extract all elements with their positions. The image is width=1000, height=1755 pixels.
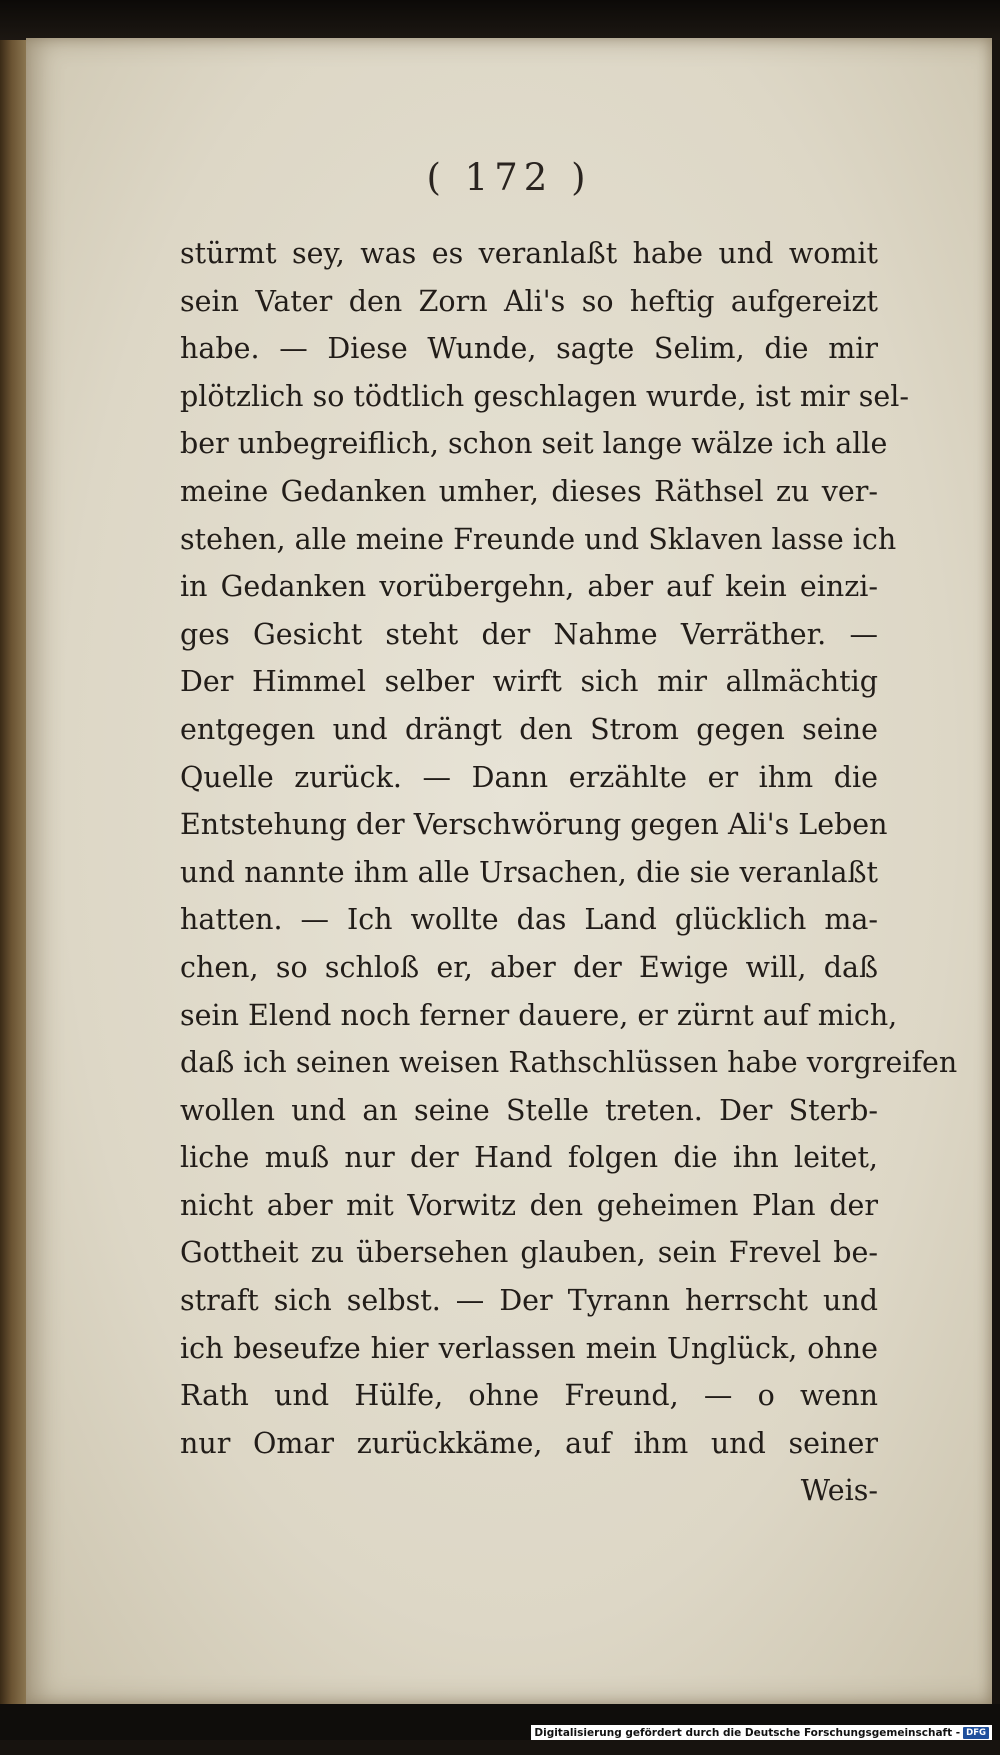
text-line: Gottheit zu übersehen glauben, sein Frevel be- bbox=[180, 1236, 878, 1270]
text-line: entgegen und drängt den Strom gegen seine bbox=[180, 712, 878, 746]
scan-top-edge bbox=[0, 0, 1000, 40]
text-line: straft sich selbst. — Der Tyrann herrscht und bbox=[180, 1284, 878, 1318]
text-line: nicht aber mit Vorwitz den geheimen Plan der bbox=[180, 1188, 878, 1222]
text-line: ges Gesicht steht der Nahme Verräther. — bbox=[180, 617, 878, 651]
text-line: meine Gedanken umher, dieses Räthsel zu ver- bbox=[180, 474, 878, 508]
text-line: stehen, alle meine Freunde und Sklaven lasse ich bbox=[180, 522, 897, 556]
text-line: Der Himmel selber wirft sich mir allmächtig bbox=[180, 665, 878, 699]
text-line: daß ich seinen weisen Rathschlüssen habe vorgreifen bbox=[180, 1046, 958, 1080]
text-line: Rath und Hülfe, ohne Freund, — o wenn bbox=[180, 1379, 878, 1413]
text-line: sein Elend noch ferner dauere, er zürnt auf mich, bbox=[180, 998, 898, 1032]
text-line: Quelle zurück. — Dann erzählte er ihm die bbox=[180, 760, 878, 794]
text-line: nur Omar zurückkäme, auf ihm und seiner bbox=[180, 1426, 878, 1460]
text-line: in Gedanken vorübergehn, aber auf kein einzi- bbox=[180, 570, 878, 604]
digitization-credit bbox=[531, 1725, 992, 1740]
text-line: chen, so schloß er, aber der Ewige will, daß bbox=[180, 950, 878, 984]
body-text bbox=[180, 230, 958, 1515]
text-line: hatten. — Ich wollte das Land glücklich ma- bbox=[180, 903, 878, 937]
dfg-logo: DFG bbox=[963, 1727, 989, 1739]
scan-bottom-edge bbox=[0, 1704, 1000, 1740]
text-line: liche muß nur der Hand folgen die ihn leitet, bbox=[180, 1141, 878, 1175]
credit-text: Digitalisierung gefördert durch die Deutsche Forschungsgemeinschaft - bbox=[534, 1726, 961, 1739]
book-page bbox=[26, 38, 992, 1704]
text-line: stürmt sey, was es veranlaßt habe und womit bbox=[180, 237, 878, 270]
page-number: ( 172 ) bbox=[426, 156, 592, 199]
text-line: sein Vater den Zorn Ali's so heftig aufgereizt bbox=[180, 284, 878, 318]
text-line: plötzlich so tödtlich geschlagen wurde, ist mir sel- bbox=[180, 379, 909, 413]
text-line: Entstehung der Verschwörung gegen Ali's Leben bbox=[180, 808, 888, 842]
text-line: ich beseufze hier verlassen mein Unglück, ohne bbox=[180, 1331, 878, 1365]
text-line: und nannte ihm alle Ursachen, die sie veranlaßt bbox=[180, 855, 878, 889]
text-line: habe. — Diese Wunde, sagte Selim, die mir bbox=[180, 332, 878, 366]
text-line: wollen und an seine Stelle treten. Der Sterb- bbox=[180, 1093, 878, 1127]
catchword: Weis- bbox=[800, 1474, 878, 1508]
text-line: ber unbegreiflich, schon seit lange wälze ich alle bbox=[180, 427, 888, 461]
book-spine-edge bbox=[0, 40, 26, 1705]
